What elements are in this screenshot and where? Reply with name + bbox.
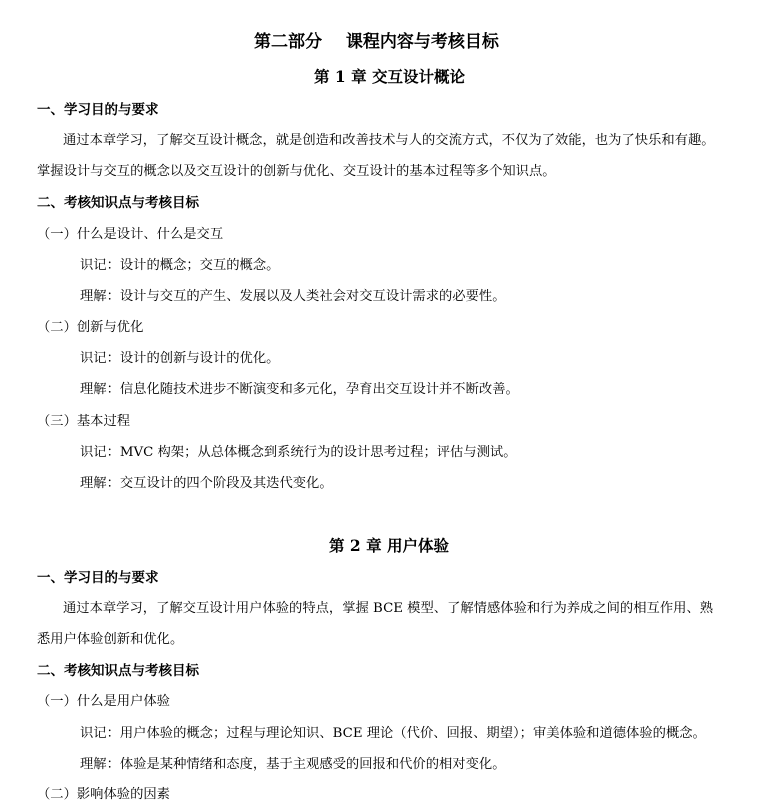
understand-line: 理解：交互设计的四个阶段及其迭代变化。	[80, 476, 333, 491]
paragraph-line: 掌握设计与交互的概念以及交互设计的创新与优化、交互设计的基本过程等多个知识点。	[37, 164, 556, 179]
topic-heading: （二）创新与优化	[37, 320, 144, 335]
section-heading: 二、考核知识点与考核目标	[37, 195, 199, 211]
part-title: 第二部分 课程内容与考核目标	[254, 32, 499, 52]
remember-line: 识记：用户体验的概念；过程与理论知识、BCE 理论（代价、回报、期望）；审美体验和道德体验的概念。	[80, 726, 706, 741]
section-heading: 一、学习目的与要求	[37, 570, 159, 586]
understand-line: 理解：信息化随技术进步不断演变和多元化，孕育出交互设计并不断改善。	[80, 382, 519, 397]
topic-heading: （一）什么是用户体验	[37, 694, 170, 709]
chapter-title: 第 2 章 用户体验	[329, 536, 449, 555]
topic-heading: （二）影响体验的因素	[37, 787, 170, 802]
understand-line: 理解：设计与交互的产生、发展以及人类社会对交互设计需求的必要性。	[80, 289, 506, 304]
section-heading: 二、考核知识点与考核目标	[37, 663, 199, 679]
remember-line: 识记：MVC 构架；从总体概念到系统行为的设计思考过程；评估与测试。	[80, 445, 517, 460]
topic-heading: （三）基本过程	[37, 414, 131, 429]
paragraph-line: 悉用户体验创新和优化。	[37, 632, 184, 647]
remember-line: 识记：设计的创新与设计的优化。	[80, 351, 280, 366]
chapter-title: 第 1 章 交互设计概论	[314, 67, 465, 86]
paragraph-line: 通过本章学习，了解交互设计概念，就是创造和改善技术与人的交流方式，不仅为了效能，也为了快乐和有趣。	[63, 133, 715, 148]
topic-heading: （一）什么是设计、什么是交互	[37, 227, 224, 242]
section-heading: 一、学习目的与要求	[37, 102, 159, 118]
understand-line: 理解：体验是某种情绪和态度，基于主观感受的回报和代价的相对变化。	[80, 757, 506, 772]
remember-line: 识记：设计的概念；交互的概念。	[80, 258, 280, 273]
paragraph-line: 通过本章学习，了解交互设计用户体验的特点，掌握 BCE 模型、了解情感体验和行为养成之间的相互作用、熟	[63, 601, 714, 616]
